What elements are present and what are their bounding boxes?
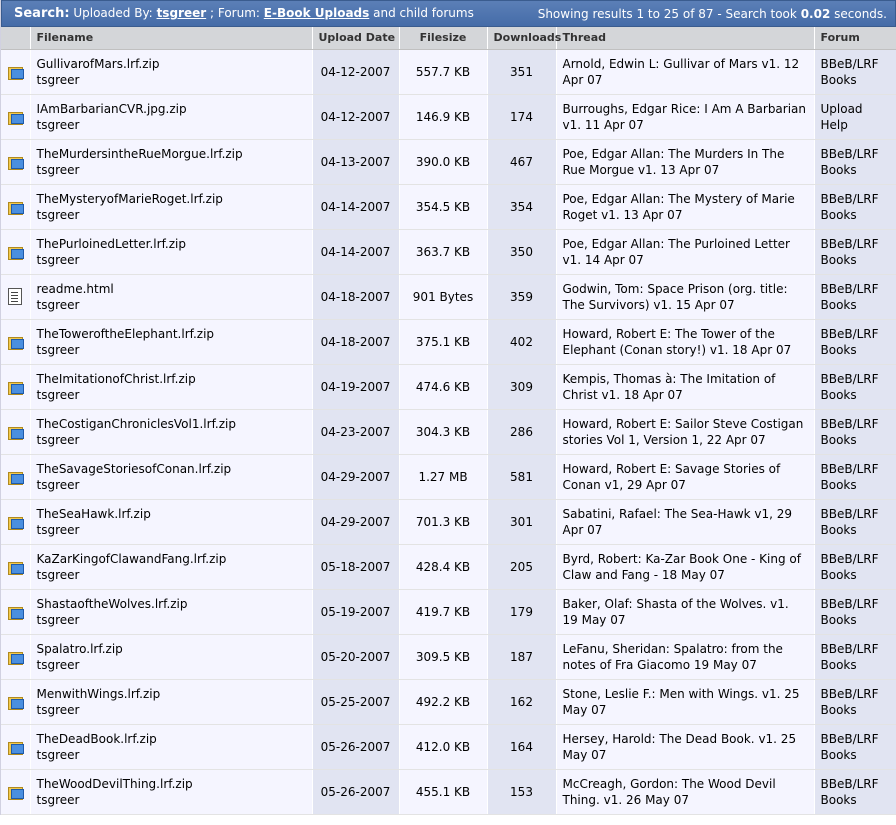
- results-table: [1, 27, 896, 815]
- forum-link[interactable]: BBeB/LRF Books: [814, 769, 896, 814]
- table-row: [1, 319, 896, 364]
- forum-link[interactable]: BBeB/LRF Books: [814, 679, 896, 724]
- file-link[interactable]: IAmBarbarianCVR.jpg.zip: [36, 101, 187, 116]
- upload-date: 04-19-2007: [312, 364, 399, 409]
- table-row: [1, 49, 896, 94]
- filesize: 354.5 KB: [399, 184, 487, 229]
- table-row: [1, 409, 896, 454]
- file-link[interactable]: TheMysteryofMarieRoget.lrf.zip: [36, 191, 223, 206]
- upload-date: 04-13-2007: [312, 139, 399, 184]
- thread-link[interactable]: Poe, Edgar Allan: The Mystery of Marie Roget v1. 13 Apr 07: [556, 184, 814, 229]
- search-header-bar: [1, 0, 896, 27]
- table-row: [1, 679, 896, 724]
- column-header-thread[interactable]: Thread: [556, 27, 814, 49]
- filename-cell: [30, 544, 312, 589]
- forum-link[interactable]: BBeB/LRF Books: [814, 364, 896, 409]
- uploader-name: tsgreer: [36, 252, 80, 267]
- forum-link[interactable]: BBeB/LRF Books: [814, 139, 896, 184]
- folder-monitor-icon: [8, 785, 23, 799]
- download-count: 581: [487, 454, 556, 499]
- file-link[interactable]: TheSavageStoriesofConan.lrf.zip: [36, 461, 232, 476]
- filename-cell: [30, 94, 312, 139]
- download-count: 164: [487, 724, 556, 769]
- table-row: [1, 139, 896, 184]
- upload-date: 04-18-2007: [312, 274, 399, 319]
- filename-cell: [30, 274, 312, 319]
- folder-monitor-icon: [8, 650, 23, 664]
- folder-monitor-icon: [8, 155, 23, 169]
- download-count: 359: [487, 274, 556, 319]
- filesize: 492.2 KB: [399, 679, 487, 724]
- column-header-forum[interactable]: Forum: [814, 27, 896, 49]
- icon-column-header: [1, 27, 30, 49]
- upload-date: 05-26-2007: [312, 724, 399, 769]
- filename-cell: [30, 634, 312, 679]
- filename-cell: [30, 409, 312, 454]
- table-header-row: [1, 27, 896, 49]
- thread-link[interactable]: Byrd, Robert: Ka-Zar Book One - King of Claw and Fang - 18 May 07: [556, 544, 814, 589]
- file-link[interactable]: TheWoodDevilThing.lrf.zip: [36, 776, 193, 791]
- table-row: [1, 724, 896, 769]
- filename-cell: [30, 184, 312, 229]
- upload-date: 04-12-2007: [312, 94, 399, 139]
- results-range: Showing results 1 to 25 of 87 - Search took: [537, 6, 797, 21]
- download-count: 174: [487, 94, 556, 139]
- download-count: 205: [487, 544, 556, 589]
- thread-link[interactable]: Burroughs, Edgar Rice: I Am A Barbarian v1. 11 Apr 07: [556, 94, 814, 139]
- column-header-filename[interactable]: Filename: [30, 27, 312, 49]
- table-row: [1, 634, 896, 679]
- filesize: 428.4 KB: [399, 544, 487, 589]
- filename-cell: [30, 679, 312, 724]
- forum-label: Forum:: [217, 6, 260, 20]
- thread-link[interactable]: Kempis, Thomas à: The Imitation of Christ v1. 18 Apr 07: [556, 364, 814, 409]
- forum-link[interactable]: BBeB/LRF Books: [814, 274, 896, 319]
- column-header-upload-date[interactable]: Upload Date: [312, 27, 399, 49]
- table-row: [1, 769, 896, 814]
- results-summary: [538, 7, 887, 21]
- table-row: [1, 544, 896, 589]
- uploader-name: tsgreer: [36, 432, 80, 447]
- download-count: 162: [487, 679, 556, 724]
- uploader-name: tsgreer: [36, 792, 80, 807]
- file-link[interactable]: Spalatro.lrf.zip: [36, 641, 123, 656]
- filename-cell: [30, 454, 312, 499]
- thread-link[interactable]: Hersey, Harold: The Dead Book. v1. 25 May 07: [556, 724, 814, 769]
- filename-cell: [30, 769, 312, 814]
- filesize: 455.1 KB: [399, 769, 487, 814]
- filesize: 557.7 KB: [399, 49, 487, 94]
- table-row: [1, 499, 896, 544]
- folder-monitor-icon: [8, 425, 23, 439]
- folder-monitor-icon: [8, 200, 23, 214]
- download-count: 187: [487, 634, 556, 679]
- upload-date: 05-18-2007: [312, 544, 399, 589]
- filename-cell: [30, 139, 312, 184]
- upload-date: 04-29-2007: [312, 454, 399, 499]
- upload-date: 04-14-2007: [312, 229, 399, 274]
- uploader-name: tsgreer: [36, 117, 80, 132]
- uploader-name: tsgreer: [36, 567, 80, 582]
- download-count: 467: [487, 139, 556, 184]
- uploader-name: tsgreer: [36, 387, 80, 402]
- forum-link[interactable]: BBeB/LRF Books: [814, 724, 896, 769]
- forum-link[interactable]: BBeB/LRF Books: [814, 589, 896, 634]
- thread-link[interactable]: Sabatini, Rafael: The Sea-Hawk v1, 29 Apr 07: [556, 499, 814, 544]
- forum-link[interactable]: E-Book Uploads: [263, 6, 370, 20]
- download-count: 351: [487, 49, 556, 94]
- filesize: 701.3 KB: [399, 499, 487, 544]
- uploader-link[interactable]: tsgreer: [156, 6, 207, 20]
- file-link[interactable]: readme.html: [36, 281, 114, 296]
- filesize: 375.1 KB: [399, 319, 487, 364]
- upload-date: 05-19-2007: [312, 589, 399, 634]
- download-count: 301: [487, 499, 556, 544]
- folder-monitor-icon: [8, 560, 23, 574]
- search-criteria: [14, 6, 538, 21]
- filename-cell: [30, 724, 312, 769]
- table-row: [1, 229, 896, 274]
- thread-link[interactable]: Baker, Olaf: Shasta of the Wolves. v1. 19 May 07: [556, 589, 814, 634]
- column-header-downloads[interactable]: Downloads: [487, 27, 556, 49]
- filename-cell: [30, 319, 312, 364]
- thread-link[interactable]: Godwin, Tom: Space Prison (org. title: The Survivors) v1. 15 Apr 07: [556, 274, 814, 319]
- table-row: [1, 184, 896, 229]
- uploader-name: tsgreer: [36, 297, 80, 312]
- filesize: 309.5 KB: [399, 634, 487, 679]
- download-count: 286: [487, 409, 556, 454]
- column-header-filesize[interactable]: Filesize: [399, 27, 487, 49]
- folder-monitor-icon: [8, 695, 23, 709]
- uploader-name: tsgreer: [36, 747, 80, 762]
- download-count: 402: [487, 319, 556, 364]
- folder-monitor-icon: [8, 335, 23, 349]
- upload-date: 05-20-2007: [312, 634, 399, 679]
- file-link[interactable]: ShastaoftheWolves.lrf.zip: [36, 596, 188, 611]
- thread-link[interactable]: Poe, Edgar Allan: The Murders In The Rue Morgue v1. 13 Apr 07: [556, 139, 814, 184]
- download-count: 354: [487, 184, 556, 229]
- download-count: 153: [487, 769, 556, 814]
- upload-date: 05-25-2007: [312, 679, 399, 724]
- filesize: 901 Bytes: [399, 274, 487, 319]
- file-link[interactable]: TheDeadBook.lrf.zip: [36, 731, 157, 746]
- file-link[interactable]: TheCostiganChroniclesVol1.lrf.zip: [36, 416, 236, 431]
- search-time: 0.02: [800, 6, 831, 21]
- file-link[interactable]: MenwithWings.lrf.zip: [36, 686, 161, 701]
- forum-link[interactable]: Upload Help: [814, 94, 896, 139]
- forum-link[interactable]: BBeB/LRF Books: [814, 49, 896, 94]
- folder-monitor-icon: [8, 380, 23, 394]
- thread-link[interactable]: LeFanu, Sheridan: Spalatro: from the notes of Fra Giacomo 19 May 07: [556, 634, 814, 679]
- folder-monitor-icon: [8, 470, 23, 484]
- table-row: [1, 94, 896, 139]
- file-link[interactable]: GullivarofMars.lrf.zip: [36, 56, 160, 71]
- filesize: 146.9 KB: [399, 94, 487, 139]
- upload-date: 04-14-2007: [312, 184, 399, 229]
- folder-monitor-icon: [8, 245, 23, 259]
- folder-monitor-icon: [8, 515, 23, 529]
- download-count: 179: [487, 589, 556, 634]
- filesize: 390.0 KB: [399, 139, 487, 184]
- filesize: 419.7 KB: [399, 589, 487, 634]
- table-row: [1, 274, 896, 319]
- thread-link[interactable]: Howard, Robert E: Savage Stories of Conan v1, 29 Apr 07: [556, 454, 814, 499]
- file-link[interactable]: KaZarKingofClawandFang.lrf.zip: [36, 551, 227, 566]
- thread-link[interactable]: Howard, Robert E: Sailor Steve Costigan stories Vol 1, Version 1, 22 Apr 07: [556, 409, 814, 454]
- uploader-name: tsgreer: [36, 522, 80, 537]
- upload-date: 05-26-2007: [312, 769, 399, 814]
- uploader-name: tsgreer: [36, 342, 80, 357]
- file-link[interactable]: TheMurdersintheRueMorgue.lrf.zip: [36, 146, 243, 161]
- folder-monitor-icon: [8, 65, 23, 79]
- upload-date: 04-23-2007: [312, 409, 399, 454]
- search-title: Search:: [14, 6, 70, 21]
- filename-cell: [30, 499, 312, 544]
- forum-link[interactable]: BBeB/LRF Books: [814, 184, 896, 229]
- table-row: [1, 589, 896, 634]
- folder-monitor-icon: [8, 605, 23, 619]
- forum-link[interactable]: BBeB/LRF Books: [814, 409, 896, 454]
- forum-link[interactable]: BBeB/LRF Books: [814, 229, 896, 274]
- forum-link[interactable]: BBeB/LRF Books: [814, 544, 896, 589]
- file-link[interactable]: ThePurloinedLetter.lrf.zip: [36, 236, 186, 251]
- download-count: 350: [487, 229, 556, 274]
- uploader-name: tsgreer: [36, 207, 80, 222]
- folder-monitor-icon: [8, 740, 23, 754]
- child-forums-label: and child forums: [373, 6, 474, 20]
- filename-cell: [30, 229, 312, 274]
- upload-date: 04-18-2007: [312, 319, 399, 364]
- thread-link[interactable]: Arnold, Edwin L: Gullivar of Mars v1. 12 Apr 07: [556, 49, 814, 94]
- separator: ;: [209, 6, 215, 20]
- forum-link[interactable]: BBeB/LRF Books: [814, 454, 896, 499]
- filesize: 474.6 KB: [399, 364, 487, 409]
- text-document-icon: [8, 289, 22, 303]
- thread-link[interactable]: Howard, Robert E: The Tower of the Elephant (Conan story!) v1. 18 Apr 07: [556, 319, 814, 364]
- file-link[interactable]: TheToweroftheElephant.lrf.zip: [36, 326, 215, 341]
- results-suffix: seconds.: [834, 6, 887, 21]
- forum-link[interactable]: BBeB/LRF Books: [814, 319, 896, 364]
- table-row: [1, 454, 896, 499]
- download-count: 309: [487, 364, 556, 409]
- uploader-name: tsgreer: [36, 72, 80, 87]
- file-link[interactable]: TheSeaHawk.lrf.zip: [36, 506, 151, 521]
- uploader-name: tsgreer: [36, 477, 80, 492]
- file-link[interactable]: TheImitationofChrist.lrf.zip: [36, 371, 196, 386]
- upload-date: 04-12-2007: [312, 49, 399, 94]
- uploader-name: tsgreer: [36, 612, 80, 627]
- filesize: 1.27 MB: [399, 454, 487, 499]
- thread-link[interactable]: Stone, Leslie F.: Men with Wings. v1. 25 May 07: [556, 679, 814, 724]
- table-row: [1, 364, 896, 409]
- thread-link[interactable]: Poe, Edgar Allan: The Purloined Letter v1. 14 Apr 07: [556, 229, 814, 274]
- uploader-name: tsgreer: [36, 702, 80, 717]
- upload-date: 04-29-2007: [312, 499, 399, 544]
- filesize: 412.0 KB: [399, 724, 487, 769]
- filename-cell: [30, 364, 312, 409]
- forum-link[interactable]: BBeB/LRF Books: [814, 499, 896, 544]
- thread-link[interactable]: McCreagh, Gordon: The Wood Devil Thing. v1. 26 May 07: [556, 769, 814, 814]
- filename-cell: [30, 589, 312, 634]
- filename-cell: [30, 49, 312, 94]
- uploaded-by-label: Uploaded By:: [73, 6, 153, 20]
- uploader-name: tsgreer: [36, 657, 80, 672]
- folder-monitor-icon: [8, 110, 23, 124]
- forum-link[interactable]: BBeB/LRF Books: [814, 634, 896, 679]
- filesize: 363.7 KB: [399, 229, 487, 274]
- filesize: 304.3 KB: [399, 409, 487, 454]
- uploader-name: tsgreer: [36, 162, 80, 177]
